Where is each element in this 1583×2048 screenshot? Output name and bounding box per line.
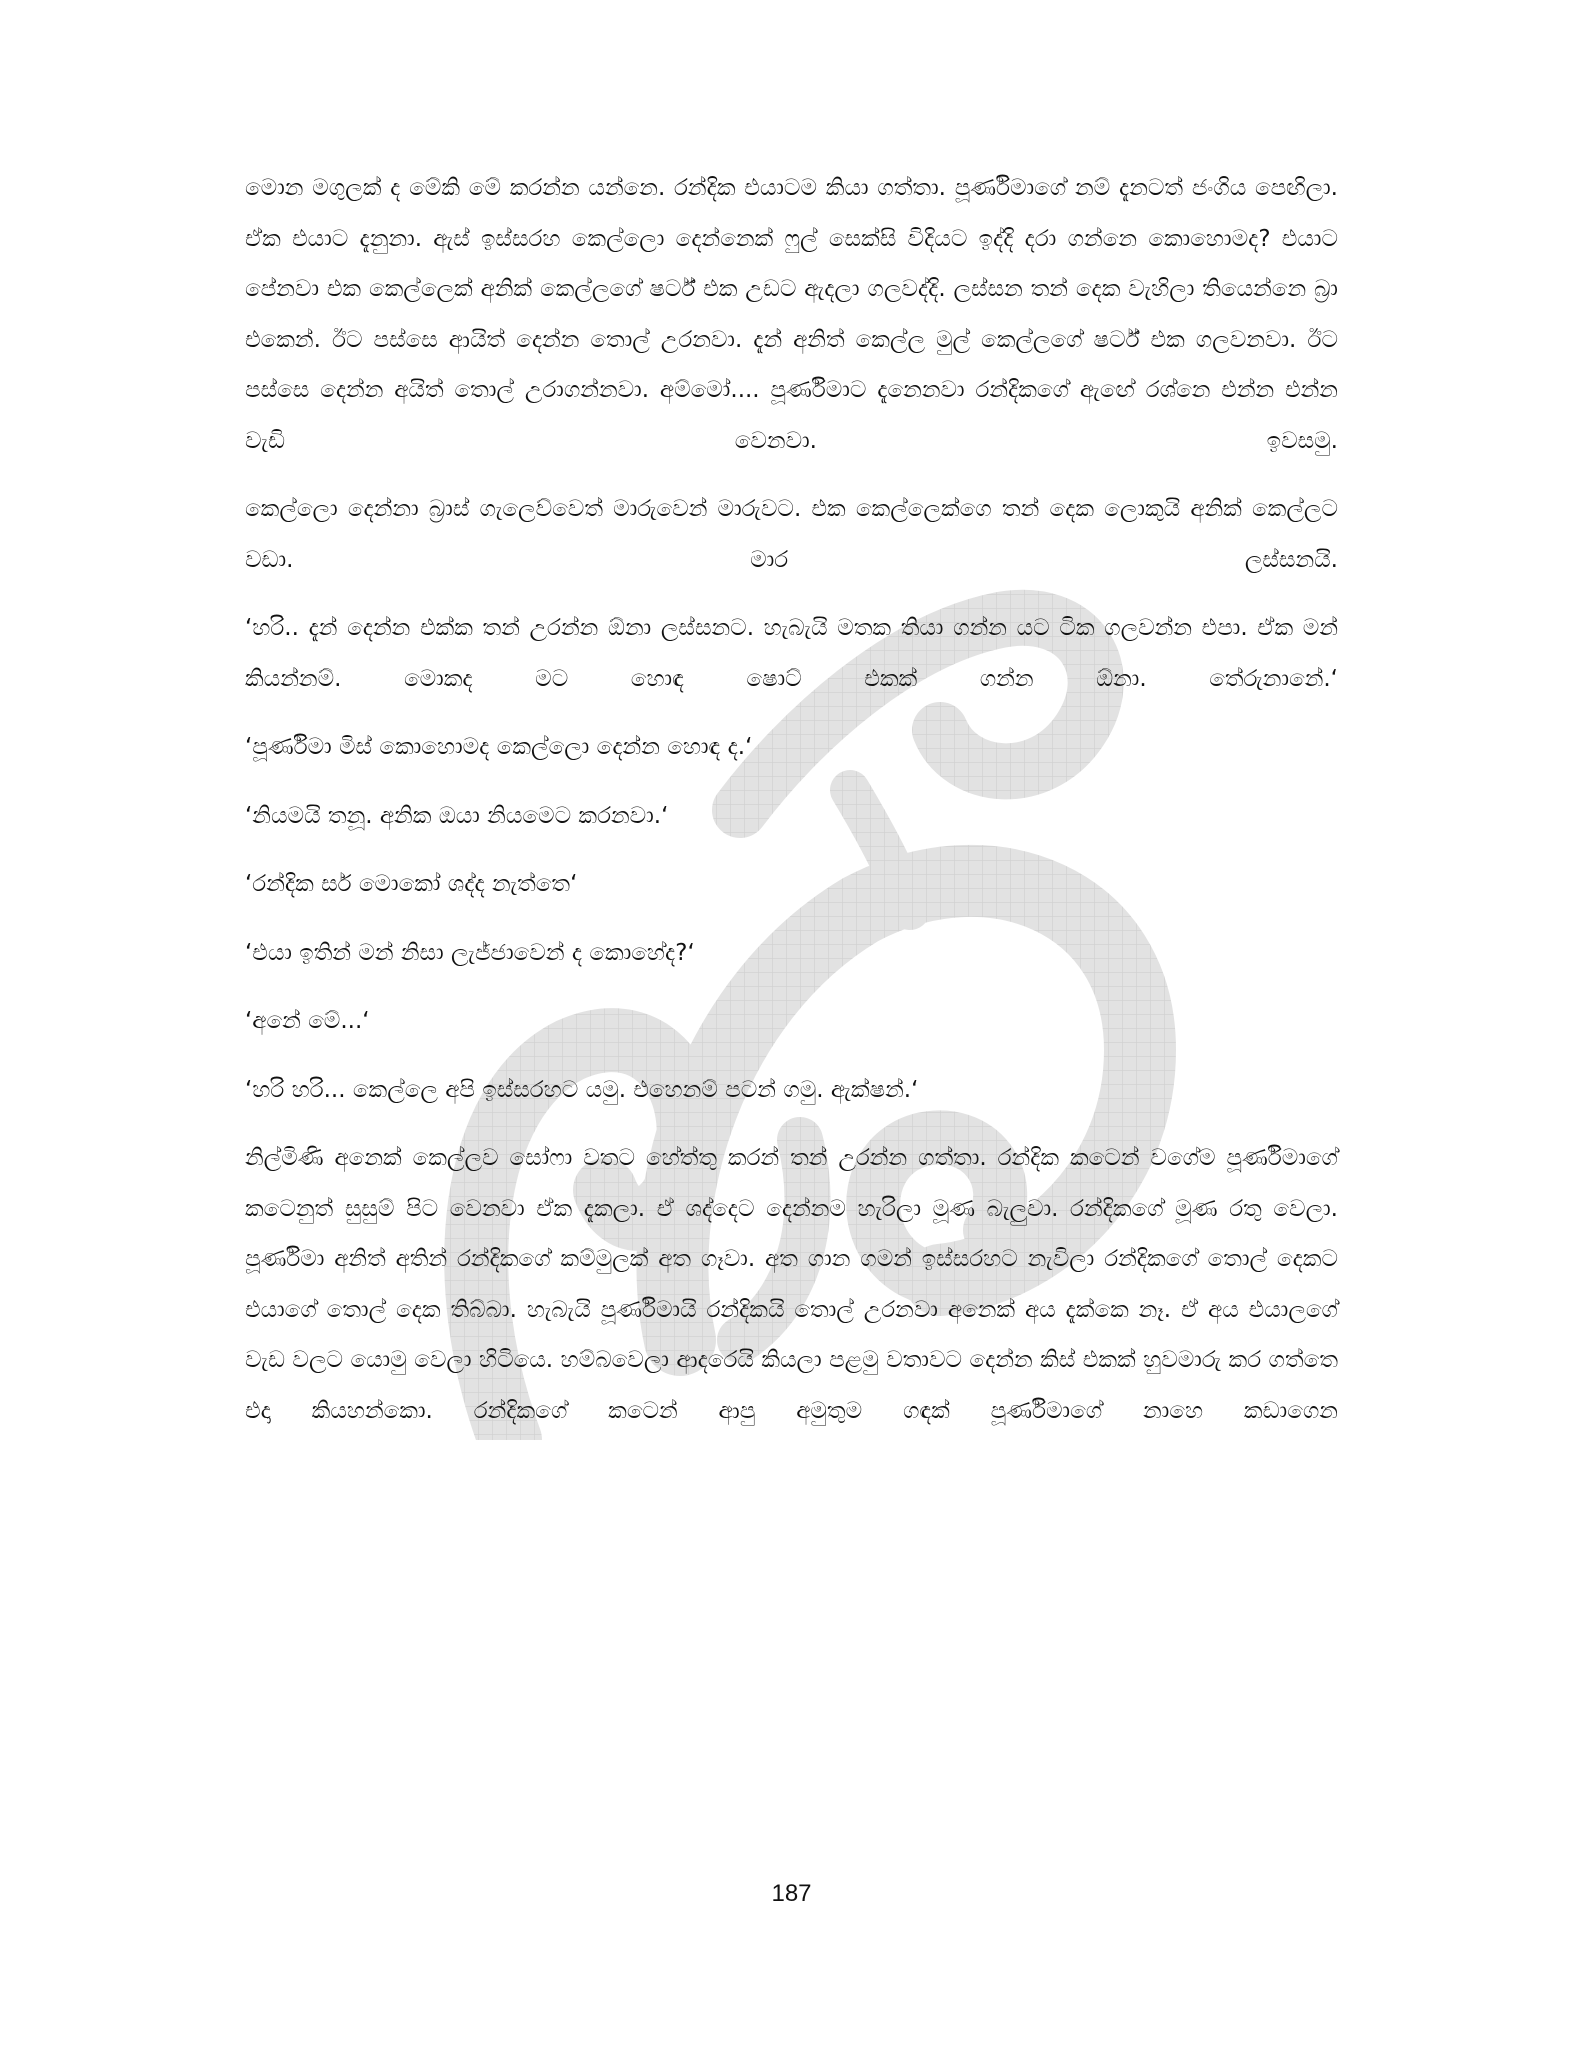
dialogue-line-6: ‘හරි හරි... කෙල්ලෙ අපි ඉස්සරහට යමු. එහෙනම් පටන් ගමු. ඇක්ෂන්.‘ [245,1076,919,1103]
body-text [245,163,1338,1454]
dialogue-line-2: ‘නියමයි තනූ. අනික ඔයා නියමෙට කරනවා.‘ [245,802,669,829]
dialogue-line-4: ‘එයා ඉතින් මන් නිසා ලැජ්ජාවෙන් ද කොහේද?‘ [245,939,695,966]
paragraph-4: නිල්මිණි අනෙක් කෙල්ලව සෝෆා වතට හේත්තු කරන් තන් උරන්න ගත්තා. රන්දික කටෙන් වගේම පූර්ණිමාගේ කටෙනුත් සුසුම් පිට වෙනවා ඒක දැකලා. ඒ ශද්දෙට දෙන්නම හැරිලා මූණ බැලුවා. රන්දිකගේ මූණ රතු වෙලා. පූර්ණිමා අනිත් අතින් රන්දිකගේ කම්මුලක් අත ගෑවා. අත ගාන ගමන් ඉස්සරහට නැවිලා රන්දිකගේ තොල් දෙකට එයාගේ තොල් දෙක තිබ්බා. හැබැයි පූර්ණිමායි රන්දිකයි තොල් උරනවා අනෙක් අය දැක්කෙ නෑ. ඒ අය එයාලගේ වැඩ වලට යොමු වෙලා හිටියෙ. හම්බවෙලා ආදරෙයි කියලා පළමු වතාවට දෙන්න කිස් එකක් හුවමාරු කර ගත්තෙ එදා කියහන්කො. රන්දිකගේ කටෙන් ආපු අමුතුම ගඳක් පූර්ණිමාගේ නාහෙ කඩාගෙන [245,1145,1338,1424]
page-number: 187 [771,1880,812,1907]
dialogue-line-3: ‘රන්දික සර් මොකෝ ශද්ද නැත්තෙ‘ [245,871,578,897]
paragraph-3: ‘හරි.. දැන් දෙන්න එක්ක තන් උරන්න ඕනා ලස්සනට. හැබැයි මතක තියා ගන්න යට ටික ගලවන්න එපා. ඒක මන් කියන්නම්. මොකද මට හොඳ ෂොට් එකක් ගන්න ඕනා. තේරුනානේ.‘ [245,615,1338,692]
dialogue-line-5: ‘අනේ මේ...‘ [245,1008,370,1034]
dialogue-line-1: ‘පූර්ණිමා මිස් කොහොමද කෙල්ලො දෙන්න හොඳ ද.‘ [245,734,753,760]
paragraph-1: මොන මගුලක් ද මේකි මේ කරන්න යන්නෙ. රන්දික එයාටම කියා ගත්තා. පූර්ණිමාගේ නම් දැනටත් ජංගිය පෙඟිලා. ඒක එයාට දැනුනා. ඇස් ඉස්සරහ කෙල්ලො දෙන්නෙක් ෆුල් සෙක්සි විදියට ඉද්දි දරා ගන්නෙ කොහොමද? එයාට පේනවා එක කෙල්ලෙක් අනික් කෙල්ලගේ ෂර්ට් එක උඩට ඇදලා ගලවද්දි. ලස්සන තන් දෙක වැහිලා තියෙන්නෙ බ්‍රා එකෙන්. ඊට පස්සෙ ආයිත් දෙන්න තොල් උරනවා. දැන් අනිත් කෙල්ල මුල් කෙල්ලගේ ෂර්ට් එක ගලවනවා. ඊට පස්සෙ දෙන්න අයිත් තොල් උරාගන්නවා. අම්මෝ.... පූර්ණිමාට දැනෙනවා රන්දිකගේ ඇඟේ රශ්නෙ එන්න එන්න වැඩි වෙනවා. ඉවසමු. [245,175,1338,454]
paragraph-2: කෙල්ලො දෙන්නා බ්‍රාස් ගැලෙව්වෙත් මාරුවෙන් මාරුවට. එක කෙල්ලෙක්ගෙ තන් දෙක ලොකුයි අනික් කෙල්ලට වඩා. මාර ලස්සනයි. [245,496,1338,573]
